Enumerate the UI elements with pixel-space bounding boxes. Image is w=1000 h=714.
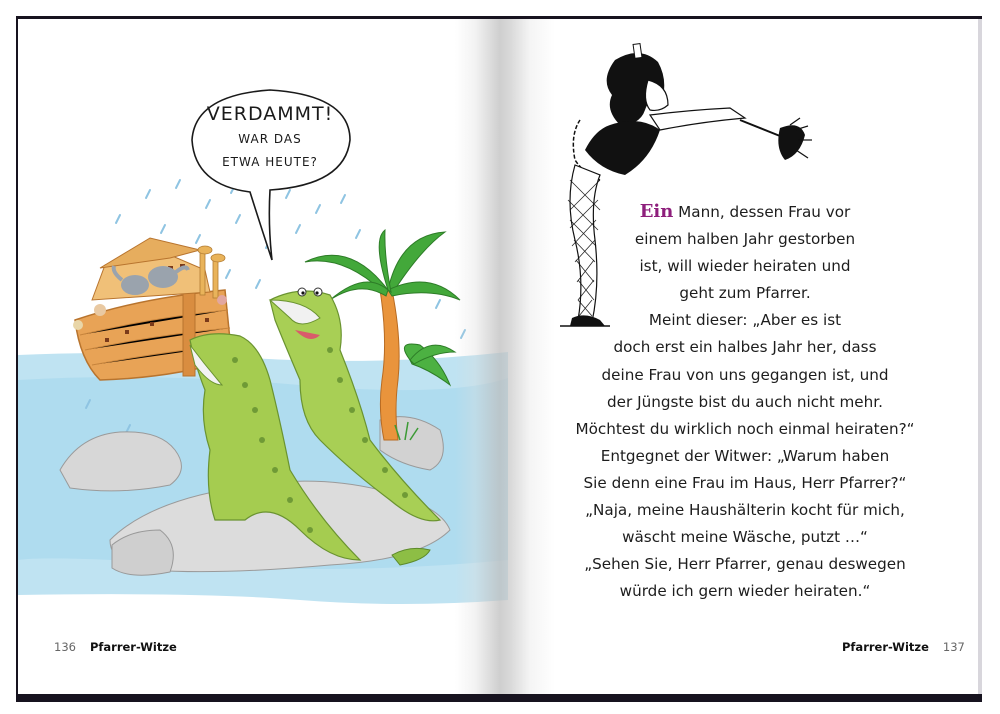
joke-line: ist, will wieder heiraten und bbox=[639, 257, 851, 276]
joke-text bbox=[545, 198, 945, 605]
speech-bubble-line1: VERDAMMT! bbox=[206, 103, 334, 125]
joke-line: doch erst ein halbes Jahr her, dass bbox=[613, 338, 877, 357]
joke-line: Möchtest du wirklich noch einmal heiraten?“ bbox=[575, 419, 915, 438]
dropcap: Ein bbox=[639, 201, 674, 222]
joke-line: geht zum Pfarrer. bbox=[679, 284, 811, 303]
joke-line: einem halben Jahr gestorben bbox=[634, 230, 856, 249]
running-title-right: Pfarrer-Witze bbox=[842, 640, 929, 654]
left-page-footer bbox=[54, 640, 177, 654]
left-page bbox=[18, 19, 508, 694]
joke-line: „Naja, meine Haushälterin kocht für mich, bbox=[585, 501, 905, 520]
joke-line: wäscht meine Wäsche, putzt …“ bbox=[622, 528, 868, 547]
right-page-footer bbox=[842, 640, 965, 654]
joke-line: Entgegnet der Witwer: „Warum haben bbox=[600, 446, 890, 465]
speech-bubble-line3: ETWA HEUTE? bbox=[222, 155, 318, 169]
page-edge bbox=[978, 19, 982, 694]
joke-line: Meint dieser: „Aber es ist bbox=[648, 311, 842, 330]
page-number-left: 136 bbox=[54, 640, 76, 654]
joke-line: würde ich gern wieder heiraten.“ bbox=[619, 582, 871, 601]
joke-line: Sie denn eine Frau im Haus, Herr Pfarrer?“ bbox=[583, 473, 907, 492]
right-page bbox=[508, 19, 982, 694]
running-title-left: Pfarrer-Witze bbox=[89, 640, 177, 654]
joke-line-first: Ein Mann, dessen Frau vor bbox=[639, 201, 851, 222]
joke-line: der Jüngste bist du auch nicht mehr. bbox=[607, 392, 883, 411]
joke-line: „Sehen Sie, Herr Pfarrer, genau deswegen bbox=[584, 555, 906, 574]
page-number-right: 137 bbox=[942, 640, 965, 654]
speech-bubble-line2: WAR DAS bbox=[238, 132, 302, 146]
joke-line: deine Frau von uns gegangen ist, und bbox=[601, 365, 889, 384]
